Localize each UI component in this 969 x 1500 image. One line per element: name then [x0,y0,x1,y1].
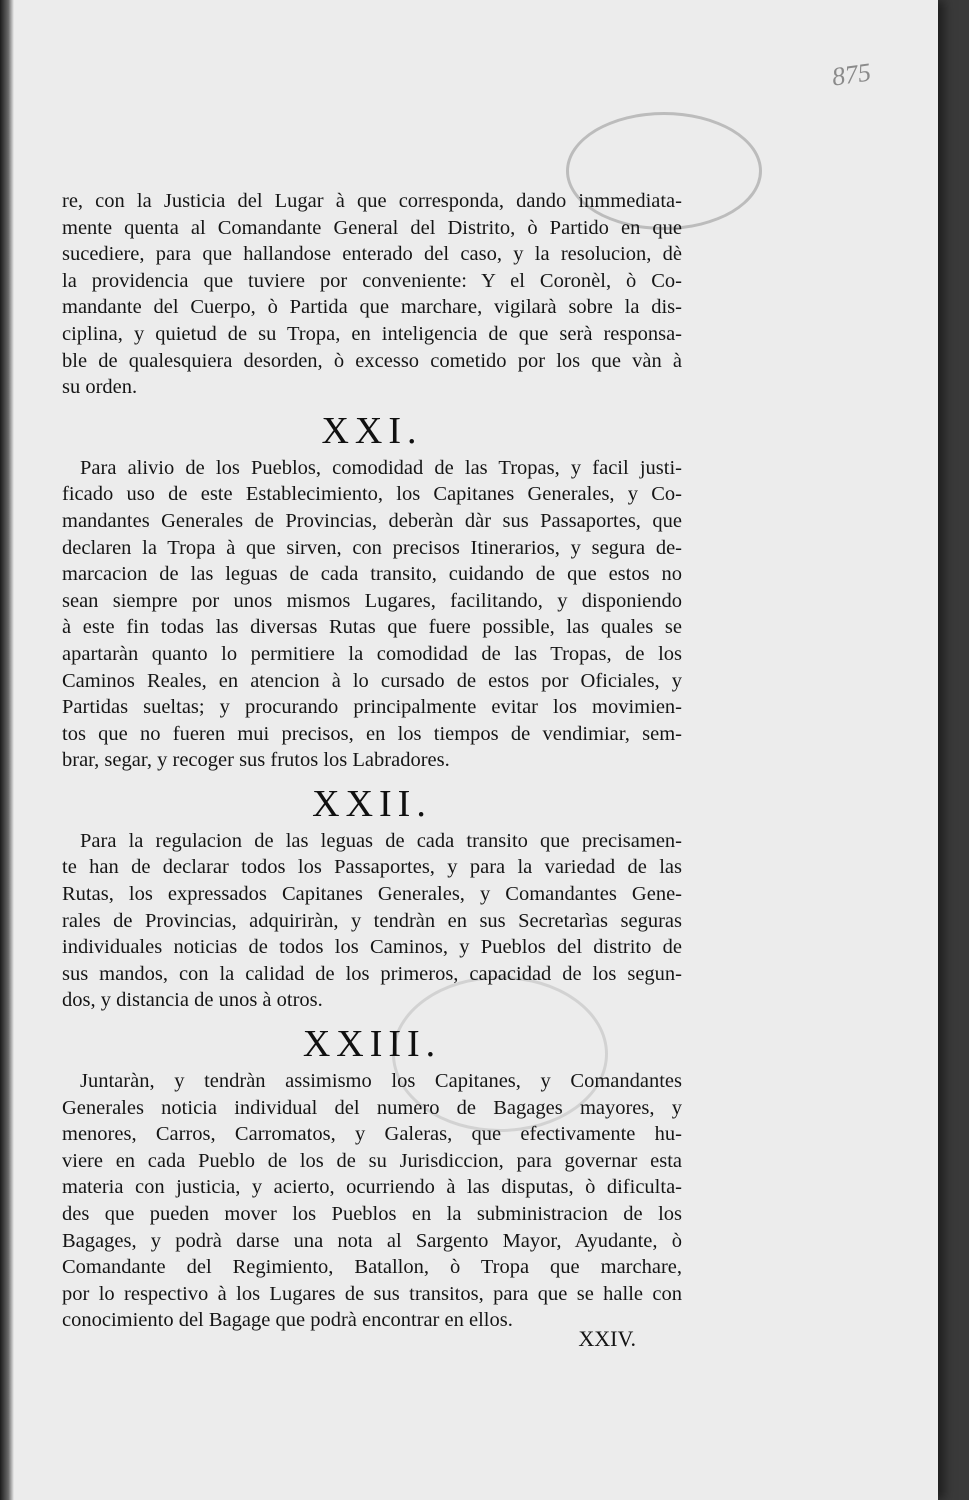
text-line: re, con la Justicia del Lugar à que corresponda, dando inmmediata- [62,190,682,212]
text-line: marcacion de las leguas de cada transito, cuidando de que estos no [62,563,682,586]
section-heading: XXII. [312,782,432,825]
text-line: Comandante del Regimiento, Batallon, ò Tropa que marchare, [62,1256,682,1279]
text-line: brar, segar, y recoger sus frutos los Labradores. [62,749,450,772]
text-line: Partidas sueltas; y procurando principalmente evitar los movimien- [62,696,682,719]
text-line: rales de Provincias, adquiriràn, y tendràn en sus Secretarìas seguras [62,909,682,932]
catchword: XXIV. [578,1326,636,1351]
text-line: des que pueden mover los Pueblos en la subministracion de los [62,1203,682,1225]
text-line: sucediere, para que hallandose enterado del caso, y la resolucion, dè [62,243,682,266]
text-line: Caminos Reales, en atencion à lo cursado de estos por Oficiales, y [62,669,682,692]
text-line: Bagages, y podrà darse una nota al Sargento Mayor, Ayudante, ò [62,1229,682,1252]
text-line: Para la regulacion de las leguas de cada transito que precisamen- [80,829,682,852]
page-binding-edge [0,0,14,1500]
text-line: Para alivio de los Pueblos, comodidad de las Tropas, y facil justi- [80,456,682,479]
section-heading: XXIII. [302,1023,442,1066]
text-line: Juntaràn, y tendràn assimismo los Capitanes, y Comandantes [80,1070,682,1093]
text-line: conocimiento del Bagage que podrà encontrar en ellos. [62,1309,513,1332]
text-line: Rutas, los expressados Capitanes Generales, y Comandantes Gene- [62,883,682,906]
text-line: ble de qualesquiera desorden, ò excesso cometido por los que vàn à [62,349,682,372]
text-line: ciplina, y quietud de su Tropa, en inteligencia de que serà responsa- [62,322,682,345]
document-body [62,188,682,1334]
text-line: sus mandos, con la calidad de los primeros, capacidad de los segun- [62,962,682,985]
text-line: individuales noticias de todos los Caminos, y Pueblos del distrito de [62,936,682,959]
text-line: mandantes Generales de Provincias, deberàn dàr sus Passaportes, que [62,509,682,532]
text-line: viere en cada Pueblo de los de su Jurisdiccion, para governar esta [62,1149,682,1172]
text-line: te han de declarar todos los Passaportes, y para la variedad de las [62,856,682,879]
folio-number: 875 [830,57,873,92]
text-line: declaren la Tropa à que sirven, con precisos Itinerarios, y segura de- [62,536,682,559]
text-line: apartaràn quanto lo permitiere la comodidad de las Tropas, de los [62,642,682,665]
text-line: tos que no fueren mui precisos, en los tiempos de vendimiar, sem- [62,722,682,745]
text-line: à este fin todas las diversas Rutas que fuere possible, las quales se [62,616,682,639]
text-line: ficado uso de este Establecimiento, los Capitanes Generales, y Co- [62,483,682,506]
text-line: mente quenta al Comandante General del Distrito, ò Partido en que [62,216,682,239]
text-line: su orden. [62,376,138,399]
text-line: la providencia que tuviere por conveniente: Y el Coronèl, ò Co- [62,269,682,292]
text-line: dos, y distancia de unos à otros. [62,989,323,1012]
section-heading: XXI. [321,409,423,452]
text-line: mandante del Cuerpo, ò Partida que marchare, vigilarà sobre la dis- [62,296,682,319]
text-line: sean siempre por unos mismos Lugares, facilitando, y disponiendo [62,589,682,612]
text-line: menores, Carros, Carromatos, y Galeras, que efectivamente hu- [62,1123,682,1146]
text-line: materia con justicia, y acierto, ocurriendo à las disputas, ò dificulta- [62,1176,682,1199]
text-line: por lo respectivo à los Lugares de sus transitos, para que se halle con [62,1282,682,1305]
text-line: Generales noticia individual del numero de Bagages mayores, y [62,1096,682,1119]
